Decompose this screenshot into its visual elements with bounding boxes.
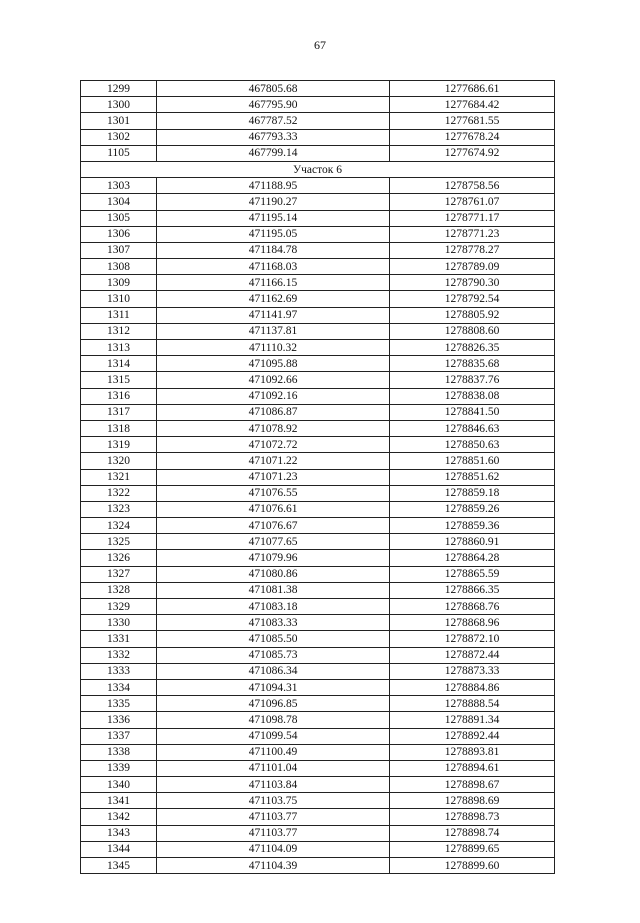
table-row (81, 566, 555, 582)
y-coordinate-cell: 1278841.50 (390, 404, 555, 420)
y-coordinate-cell: 1278761.07 (390, 194, 555, 210)
x-coordinate-cell: 471083.18 (157, 599, 390, 615)
table-row (81, 858, 555, 874)
table-row (81, 550, 555, 566)
point-number-cell: 1301 (81, 113, 157, 129)
point-number-cell: 1316 (81, 388, 157, 404)
table-row (81, 760, 555, 776)
table-row (81, 615, 555, 631)
x-coordinate-cell: 471092.66 (157, 372, 390, 388)
y-coordinate-cell: 1278851.60 (390, 453, 555, 469)
x-coordinate-cell: 471085.50 (157, 631, 390, 647)
table-row (81, 323, 555, 339)
y-coordinate-cell: 1278898.69 (390, 793, 555, 809)
y-coordinate-cell: 1278898.67 (390, 777, 555, 793)
table-row (81, 372, 555, 388)
y-coordinate-cell: 1278835.68 (390, 356, 555, 372)
y-coordinate-cell: 1277678.24 (390, 129, 555, 145)
point-number-cell: 1302 (81, 129, 157, 145)
x-coordinate-cell: 471141.97 (157, 307, 390, 323)
table-row (81, 501, 555, 517)
table-row (81, 777, 555, 793)
table-row (81, 663, 555, 679)
point-number-cell: 1310 (81, 291, 157, 307)
point-number-cell: 1300 (81, 97, 157, 113)
x-coordinate-cell: 471071.22 (157, 453, 390, 469)
x-coordinate-cell: 471098.78 (157, 712, 390, 728)
point-number-cell: 1314 (81, 356, 157, 372)
point-number-cell: 1315 (81, 372, 157, 388)
point-number-cell: 1305 (81, 210, 157, 226)
x-coordinate-cell: 471168.03 (157, 259, 390, 275)
table-row (81, 97, 555, 113)
table-row (81, 582, 555, 598)
point-number-cell: 1306 (81, 226, 157, 242)
x-coordinate-cell: 471079.96 (157, 550, 390, 566)
x-coordinate-cell: 471184.78 (157, 242, 390, 258)
point-number-cell: 1311 (81, 307, 157, 323)
x-coordinate-cell: 471076.61 (157, 501, 390, 517)
table-row (81, 647, 555, 663)
x-coordinate-cell: 471162.69 (157, 291, 390, 307)
point-number-cell: 1329 (81, 599, 157, 615)
y-coordinate-cell: 1278792.54 (390, 291, 555, 307)
table-row (81, 388, 555, 404)
x-coordinate-cell: 467793.33 (157, 129, 390, 145)
point-number-cell: 1318 (81, 420, 157, 436)
table-row (81, 145, 555, 161)
x-coordinate-cell: 467799.14 (157, 145, 390, 161)
x-coordinate-cell: 471086.87 (157, 404, 390, 420)
point-number-cell: 1326 (81, 550, 157, 566)
x-coordinate-cell: 471080.86 (157, 566, 390, 582)
x-coordinate-cell: 471078.92 (157, 420, 390, 436)
point-number-cell: 1344 (81, 841, 157, 857)
point-number-cell: 1340 (81, 777, 157, 793)
y-coordinate-cell: 1278771.17 (390, 210, 555, 226)
x-coordinate-cell: 471103.84 (157, 777, 390, 793)
table-row (81, 679, 555, 695)
table-row (81, 453, 555, 469)
point-number-cell: 1321 (81, 469, 157, 485)
y-coordinate-cell: 1278872.44 (390, 647, 555, 663)
point-number-cell: 1319 (81, 437, 157, 453)
point-number-cell: 1320 (81, 453, 157, 469)
y-coordinate-cell: 1278899.65 (390, 841, 555, 857)
y-coordinate-cell: 1278873.33 (390, 663, 555, 679)
table-row (81, 307, 555, 323)
y-coordinate-cell: 1278868.76 (390, 599, 555, 615)
table-row (81, 485, 555, 501)
y-coordinate-cell: 1278826.35 (390, 340, 555, 356)
y-coordinate-cell: 1278859.26 (390, 501, 555, 517)
x-coordinate-cell: 471077.65 (157, 534, 390, 550)
x-coordinate-cell: 471103.77 (157, 809, 390, 825)
table-row (81, 291, 555, 307)
table-row (81, 534, 555, 550)
x-coordinate-cell: 471190.27 (157, 194, 390, 210)
y-coordinate-cell: 1278790.30 (390, 275, 555, 291)
point-number-cell: 1313 (81, 340, 157, 356)
table-row (81, 226, 555, 242)
point-number-cell: 1342 (81, 809, 157, 825)
table-row (81, 696, 555, 712)
y-coordinate-cell: 1278859.18 (390, 485, 555, 501)
table-row (81, 793, 555, 809)
y-coordinate-cell: 1277674.92 (390, 145, 555, 161)
x-coordinate-cell: 471095.88 (157, 356, 390, 372)
y-coordinate-cell: 1277686.61 (390, 81, 555, 97)
point-number-cell: 1309 (81, 275, 157, 291)
x-coordinate-cell: 471104.39 (157, 858, 390, 874)
y-coordinate-cell: 1278893.81 (390, 744, 555, 760)
point-number-cell: 1334 (81, 679, 157, 695)
x-coordinate-cell: 471166.15 (157, 275, 390, 291)
y-coordinate-cell: 1277684.42 (390, 97, 555, 113)
y-coordinate-cell: 1278850.63 (390, 437, 555, 453)
x-coordinate-cell: 471195.14 (157, 210, 390, 226)
x-coordinate-cell: 471092.16 (157, 388, 390, 404)
x-coordinate-cell: 471076.55 (157, 485, 390, 501)
x-coordinate-cell: 471083.33 (157, 615, 390, 631)
x-coordinate-cell: 471188.95 (157, 178, 390, 194)
x-coordinate-cell: 471099.54 (157, 728, 390, 744)
x-coordinate-cell: 471195.05 (157, 226, 390, 242)
section-title: Участок 6 (81, 161, 555, 177)
table-row (81, 744, 555, 760)
y-coordinate-cell: 1278899.60 (390, 858, 555, 874)
table-row (81, 518, 555, 534)
point-number-cell: 1327 (81, 566, 157, 582)
x-coordinate-cell: 471086.34 (157, 663, 390, 679)
y-coordinate-cell: 1278838.08 (390, 388, 555, 404)
point-number-cell: 1303 (81, 178, 157, 194)
point-number-cell: 1341 (81, 793, 157, 809)
point-number-cell: 1336 (81, 712, 157, 728)
point-number-cell: 1307 (81, 242, 157, 258)
point-number-cell: 1324 (81, 518, 157, 534)
x-coordinate-cell: 471081.38 (157, 582, 390, 598)
y-coordinate-cell: 1278891.34 (390, 712, 555, 728)
table-row (81, 81, 555, 97)
table-row (81, 129, 555, 145)
y-coordinate-cell: 1278888.54 (390, 696, 555, 712)
table-row (81, 194, 555, 210)
table-row (81, 825, 555, 841)
x-coordinate-cell: 471094.31 (157, 679, 390, 695)
point-number-cell: 1308 (81, 259, 157, 275)
x-coordinate-cell: 467795.90 (157, 97, 390, 113)
point-number-cell: 1322 (81, 485, 157, 501)
table-row (81, 340, 555, 356)
point-number-cell: 1328 (81, 582, 157, 598)
point-number-cell: 1312 (81, 323, 157, 339)
table-row (81, 356, 555, 372)
y-coordinate-cell: 1278846.63 (390, 420, 555, 436)
y-coordinate-cell: 1278868.96 (390, 615, 555, 631)
table-row (81, 259, 555, 275)
point-number-cell: 1337 (81, 728, 157, 744)
coordinates-table (80, 80, 555, 874)
y-coordinate-cell: 1277681.55 (390, 113, 555, 129)
table-row (81, 841, 555, 857)
point-number-cell: 1338 (81, 744, 157, 760)
y-coordinate-cell: 1278894.61 (390, 760, 555, 776)
y-coordinate-cell: 1278866.35 (390, 582, 555, 598)
table-row (81, 728, 555, 744)
y-coordinate-cell: 1278771.23 (390, 226, 555, 242)
point-number-cell: 1299 (81, 81, 157, 97)
point-number-cell: 1105 (81, 145, 157, 161)
y-coordinate-cell: 1278898.73 (390, 809, 555, 825)
y-coordinate-cell: 1278860.91 (390, 534, 555, 550)
x-coordinate-cell: 471110.32 (157, 340, 390, 356)
x-coordinate-cell: 467787.52 (157, 113, 390, 129)
point-number-cell: 1345 (81, 858, 157, 874)
table-row (81, 210, 555, 226)
y-coordinate-cell: 1278884.86 (390, 679, 555, 695)
y-coordinate-cell: 1278872.10 (390, 631, 555, 647)
y-coordinate-cell: 1278837.76 (390, 372, 555, 388)
point-number-cell: 1343 (81, 825, 157, 841)
point-number-cell: 1332 (81, 647, 157, 663)
table-row (81, 631, 555, 647)
table-row (81, 275, 555, 291)
y-coordinate-cell: 1278778.27 (390, 242, 555, 258)
x-coordinate-cell: 471101.04 (157, 760, 390, 776)
x-coordinate-cell: 471085.73 (157, 647, 390, 663)
table-row (81, 242, 555, 258)
point-number-cell: 1330 (81, 615, 157, 631)
point-number-cell: 1317 (81, 404, 157, 420)
point-number-cell: 1304 (81, 194, 157, 210)
y-coordinate-cell: 1278865.59 (390, 566, 555, 582)
x-coordinate-cell: 471072.72 (157, 437, 390, 453)
y-coordinate-cell: 1278808.60 (390, 323, 555, 339)
point-number-cell: 1339 (81, 760, 157, 776)
y-coordinate-cell: 1278851.62 (390, 469, 555, 485)
x-coordinate-cell: 467805.68 (157, 81, 390, 97)
y-coordinate-cell: 1278805.92 (390, 307, 555, 323)
y-coordinate-cell: 1278859.36 (390, 518, 555, 534)
x-coordinate-cell: 471104.09 (157, 841, 390, 857)
table-row (81, 437, 555, 453)
point-number-cell: 1323 (81, 501, 157, 517)
table-row (81, 809, 555, 825)
table-row (81, 712, 555, 728)
section-row (81, 161, 555, 177)
x-coordinate-cell: 471100.49 (157, 744, 390, 760)
x-coordinate-cell: 471137.81 (157, 323, 390, 339)
table-row (81, 178, 555, 194)
x-coordinate-cell: 471076.67 (157, 518, 390, 534)
x-coordinate-cell: 471071.23 (157, 469, 390, 485)
y-coordinate-cell: 1278789.09 (390, 259, 555, 275)
point-number-cell: 1331 (81, 631, 157, 647)
x-coordinate-cell: 471096.85 (157, 696, 390, 712)
y-coordinate-cell: 1278898.74 (390, 825, 555, 841)
y-coordinate-cell: 1278864.28 (390, 550, 555, 566)
point-number-cell: 1335 (81, 696, 157, 712)
x-coordinate-cell: 471103.75 (157, 793, 390, 809)
table-row (81, 420, 555, 436)
point-number-cell: 1325 (81, 534, 157, 550)
y-coordinate-cell: 1278892.44 (390, 728, 555, 744)
y-coordinate-cell: 1278758.56 (390, 178, 555, 194)
table-row (81, 599, 555, 615)
table-row (81, 113, 555, 129)
table-row (81, 404, 555, 420)
coordinates-table-body (81, 81, 555, 874)
table-row (81, 469, 555, 485)
page-number: 67 (314, 38, 326, 52)
point-number-cell: 1333 (81, 663, 157, 679)
x-coordinate-cell: 471103.77 (157, 825, 390, 841)
